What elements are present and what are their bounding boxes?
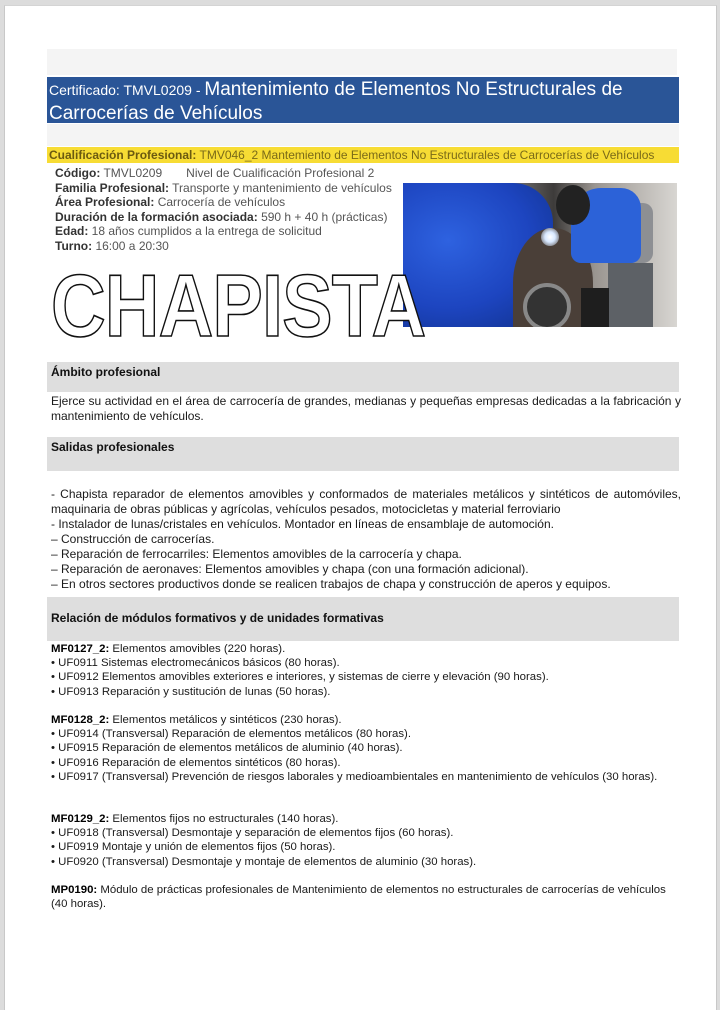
- welder-photo: [403, 183, 677, 327]
- area-label: Área Profesional:: [55, 195, 155, 210]
- section-heading-ambito: Ámbito profesional: [47, 362, 679, 392]
- certificate-title-line2: Carrocerías de Vehículos: [49, 103, 263, 124]
- salidas-item: – Reparación de aeronaves: Elementos amovibles y chapa (con una formación adicional).: [51, 562, 529, 576]
- info-row-duracion: [55, 210, 400, 225]
- qualification-bar: [47, 147, 679, 163]
- module-group-mf0127: [51, 642, 681, 699]
- course-info: [55, 166, 400, 254]
- salidas-item: – En otros sectores productivos donde se realicen trabajos de chapa y construcción de aperos y equipos.: [51, 577, 611, 591]
- module-group-mp0190: [51, 883, 681, 911]
- unit-item: • UF0911 Sistemas electromecánicos básicos (80 horas).: [51, 657, 340, 670]
- codigo-value: TMVL0209: [100, 166, 163, 180]
- salidas-list: [51, 487, 681, 592]
- info-row-familia: [55, 181, 400, 196]
- salidas-item: – Reparación de ferrocarriles: Elementos amovibles de la carrocería y chapa.: [51, 547, 462, 561]
- document-page: [4, 5, 717, 1010]
- top-band: [47, 49, 677, 75]
- photo-wheel: [523, 283, 571, 327]
- duracion-value: 590 h + 40 h (prácticas): [257, 209, 388, 224]
- section-heading-salidas: Salidas profesionales: [47, 437, 679, 471]
- module-group-mf0128: [51, 713, 681, 784]
- edad-label: Edad:: [55, 224, 89, 239]
- unit-item: • UF0915 Reparación de elementos metálicos de aluminio (40 horas).: [51, 742, 403, 755]
- qualification-label: Cualificación Profesional:: [49, 148, 197, 162]
- salidas-item: - Chapista reparador de elementos amovibles y conformados de materiales metálicos y sintéticos de automóviles, maquinaria de obras públicas y agrícolas, vehículos pesados, motocicletas y material ferroviario: [51, 487, 681, 516]
- module-group-mf0129: [51, 812, 681, 869]
- duracion-label: Duración de la formación asociada:: [55, 209, 258, 224]
- info-row-edad: [55, 224, 400, 239]
- area-value: Carrocería de vehículos: [154, 195, 286, 210]
- photo-helmet: [556, 185, 590, 225]
- module-code: MF0129_2:: [51, 813, 110, 825]
- certificate-code: Certificado: TMVL0209 -: [49, 82, 205, 98]
- salidas-item: – Construcción de carrocerías.: [51, 532, 215, 546]
- turno-value: 16:00 a 20:30: [92, 238, 169, 253]
- module-code: MP0190:: [51, 884, 98, 896]
- unit-item: • UF0913 Reparación y sustitución de lunas (50 horas).: [51, 685, 331, 698]
- unit-item: • UF0920 (Transversal) Desmontaje y montaje de elementos de aluminio (30 horas).: [51, 855, 477, 868]
- module-title: Elementos amovibles (220 horas).: [109, 643, 286, 655]
- familia-value: Transporte y mantenimiento de vehículos: [169, 180, 392, 195]
- banner-word: CHAPISTA: [51, 256, 426, 355]
- module-code: MF0127_2:: [51, 643, 110, 655]
- nivel-value: Nivel de Cualificación Profesional 2: [186, 166, 375, 180]
- turno-label: Turno:: [55, 238, 93, 253]
- section-heading-modulos: Relación de módulos formativos y de unidades formativas: [47, 597, 679, 641]
- unit-item: • UF0916 Reparación de elementos sintéticos (80 horas).: [51, 756, 341, 769]
- qualification-value: TMV046_2 Mantemiento de Elementos No Estructurales de Carrocerías de Vehículos: [196, 148, 655, 162]
- photo-welding-machine: [581, 288, 609, 327]
- ambito-text: Ejerce su actividad en el área de carrocería de grandes, medianas y pequeñas empresas dedicadas a la fabricación y mantenimiento de vehículos.: [51, 394, 681, 423]
- unit-item: • UF0918 (Transversal) Desmontaje y separación de elementos fijos (60 horas).: [51, 827, 454, 840]
- module-code: MF0128_2:: [51, 714, 110, 726]
- unit-item: • UF0914 (Transversal) Reparación de elementos metálicos (80 horas).: [51, 728, 411, 741]
- photo-spark: [541, 228, 559, 246]
- salidas-item: - Instalador de lunas/cristales en vehículos. Montador en líneas de ensamblaje de automoción.: [51, 517, 554, 531]
- certificate-title-bar: [47, 77, 679, 123]
- photo-legs: [608, 263, 653, 327]
- unit-item: • UF0912 Elementos amovibles exteriores e interiores, y sistemas de cierre y elevación (90 horas).: [51, 671, 549, 684]
- info-row-area: [55, 195, 400, 210]
- codigo-label: Código:: [55, 166, 101, 180]
- familia-label: Familia Profesional:: [55, 180, 170, 195]
- edad-value: 18 años cumplidos a la entrega de solicitud: [88, 224, 322, 239]
- module-title: Elementos metálicos y sintéticos (230 horas).: [109, 714, 342, 726]
- module-title: Módulo de prácticas profesionales de Mantenimiento de elementos no estructurales de carrocerías de vehículos (40 horas).: [51, 884, 666, 911]
- unit-item: • UF0917 (Transversal) Prevención de riesgos laborales y medioambientales en mantenimiento de vehículos (30 horas).: [51, 770, 658, 783]
- module-title: Elementos fijos no estructurales (140 horas).: [109, 813, 339, 825]
- unit-item: • UF0919 Montaje y unión de elementos fijos (50 horas).: [51, 841, 336, 854]
- info-row-codigo: [55, 166, 400, 181]
- certificate-title-line1: Mantenimiento de Elementos No Estructurales de: [204, 79, 623, 100]
- info-row-turno: [55, 239, 400, 254]
- gap-band: [47, 124, 679, 146]
